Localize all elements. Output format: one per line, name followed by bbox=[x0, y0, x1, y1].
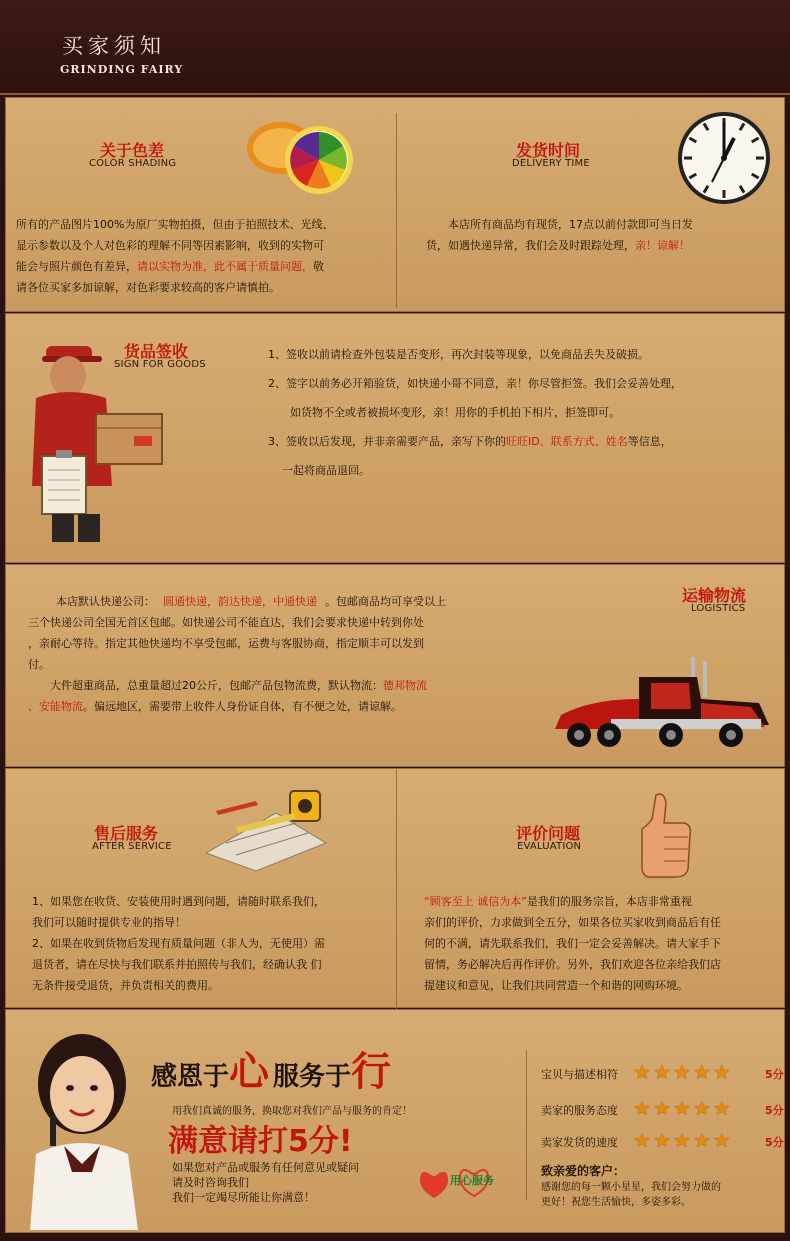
footer-note-line: 如果您对产品或服务有任何意见或疑问 bbox=[172, 1161, 359, 1174]
rating-label: 卖家发货的速度 bbox=[541, 1136, 618, 1149]
delivery-line-part: 货，如遇快递异常，我们会及时跟踪处理， bbox=[426, 239, 635, 252]
footer-note bbox=[172, 1160, 359, 1205]
evaluation-subtitle: EVALUATION bbox=[517, 841, 582, 852]
rating-label: 宝贝与描述相符 bbox=[541, 1068, 618, 1081]
after-line: 我们可以随时提供专业的指导！ bbox=[32, 916, 186, 929]
divider bbox=[526, 1050, 527, 1200]
logistics-line-part: 本店默认快递公司： bbox=[56, 595, 155, 608]
evaluation-text bbox=[424, 891, 786, 996]
sign-line: 如货物不全或者被损坏变形，亲！用你的手机拍下相片，拒签即可。 bbox=[290, 406, 620, 419]
sign-line: 一起将商品退回。 bbox=[282, 464, 370, 477]
clock-icon bbox=[674, 108, 774, 208]
divider bbox=[396, 113, 397, 308]
rating-stars bbox=[633, 1130, 731, 1150]
logistics-line-part: 大件超重商品，总重量超过20公斤，包邮产品包物流费，默认物流： bbox=[50, 679, 383, 692]
star-icon: ★ bbox=[692, 1096, 711, 1120]
panel-sign bbox=[5, 313, 785, 563]
divider bbox=[396, 769, 397, 1009]
panel-logistics bbox=[5, 564, 785, 767]
delivery-text bbox=[426, 214, 781, 256]
logistics-line bbox=[28, 591, 548, 612]
color-text bbox=[16, 214, 391, 298]
color-line-part: 能会与照片颜色有差异， bbox=[16, 260, 137, 273]
star-icon: ★ bbox=[633, 1060, 651, 1084]
evaluation-line: 留情，务必解决后再作评价。另外，我们欢迎各位亲给我们店 bbox=[424, 958, 721, 971]
dear-customer: 致亲爱的客户： bbox=[541, 1164, 626, 1178]
color-line: 请各位买家多加谅解，对色彩要求较高的客户请慎拍。 bbox=[16, 281, 280, 294]
logistics-text bbox=[28, 591, 548, 717]
service-badge bbox=[416, 1164, 500, 1204]
star-icon: ★ bbox=[633, 1096, 651, 1120]
logistics-title: 运输物流 bbox=[682, 586, 747, 605]
logistics-line-red: 圆通快递，韵达快递，中通快递 bbox=[163, 595, 317, 608]
after-text bbox=[32, 891, 392, 996]
star-icon: ★ bbox=[652, 1128, 671, 1152]
star-icon: ★ bbox=[712, 1060, 731, 1084]
sign-subtitle: SIGN FOR GOODS bbox=[114, 359, 206, 370]
rating-stars bbox=[633, 1062, 731, 1082]
logistics-line bbox=[28, 696, 548, 717]
lemon-icon bbox=[241, 106, 361, 198]
color-line-red: 请以实物为准，此不属于质量问题， bbox=[137, 260, 313, 273]
logistics-line: 三个快递公司全国无首区包邮。如快递公司不能直达，我们会要求快递中转到你处 bbox=[28, 616, 424, 629]
delivery-subtitle: DELIVERY TIME bbox=[512, 158, 590, 169]
logistics-line-red: 德邦物流 bbox=[383, 679, 427, 692]
slogan bbox=[151, 1040, 391, 1097]
color-line: 所有的产品图片100%为原厂实物拍摄，但由于拍照技术、光线、 bbox=[16, 218, 334, 231]
delivery-line: 本店所有商品均有现货，17点以前付款即可当日发 bbox=[448, 218, 693, 231]
delivery-line-red: 亲！谅解！ bbox=[635, 239, 690, 252]
thumbs-up-icon bbox=[634, 789, 704, 884]
star-icon: ★ bbox=[692, 1060, 711, 1084]
color-title: 关于色差 bbox=[100, 141, 165, 160]
sign-line bbox=[268, 427, 778, 456]
after-line: 2、如果在收到货物后发现有质量问题（非人为，无使用）需 bbox=[32, 937, 325, 950]
rating-score: 5分 bbox=[765, 1136, 784, 1149]
panel-color-delivery bbox=[5, 97, 785, 312]
sign-line: 2、签字以前务必开箱验货，如快递小哥不同意，亲！你尽管拒签。我们会妥善处理， bbox=[268, 377, 682, 390]
header-title: 买家须知 bbox=[62, 34, 166, 58]
after-subtitle: AFTER SERVICE bbox=[92, 841, 172, 852]
logistics-line bbox=[28, 675, 548, 696]
star-icon: ★ bbox=[712, 1128, 731, 1152]
rating-label: 卖家的服务态度 bbox=[541, 1104, 618, 1117]
after-line: 无条件接受退货，并负责相关的费用。 bbox=[32, 979, 219, 992]
header-subtitle: GRINDING FAIRY bbox=[60, 63, 184, 76]
evaluation-line bbox=[424, 891, 786, 912]
logistics-line-part: 。偏远地区，需要带上收件人身份证自体，有不便之处，请谅解。 bbox=[83, 700, 402, 713]
slogan-part: 感恩于 bbox=[151, 1062, 230, 1092]
evaluation-line-red: “顾客至上 诚信为本” bbox=[424, 895, 527, 908]
panel-after-evaluation bbox=[5, 768, 785, 1008]
thanks-line: 更好！祝您生活愉快，多姿多彩。 bbox=[541, 1197, 691, 1208]
star-icon: ★ bbox=[692, 1128, 711, 1152]
slogan-sub: 用我们真诚的服务，换取您对我们产品与服务的肯定！ bbox=[172, 1106, 412, 1117]
service-agent-image bbox=[10, 1024, 160, 1230]
thanks-text bbox=[541, 1180, 721, 1210]
color-line-part: 敬 bbox=[313, 260, 324, 273]
delivery-line bbox=[426, 235, 781, 256]
color-line: 显示参数以及个人对色彩的理解不同等因素影响，收到的实物可 bbox=[16, 239, 324, 252]
star-icon: ★ bbox=[672, 1096, 691, 1120]
logistics-line: ，亲耐心等待。指定其他快递均不享受包邮，运费与客服协商，指定顺丰可以发到 bbox=[28, 637, 424, 650]
tools-icon bbox=[196, 783, 336, 873]
star-icon: ★ bbox=[672, 1128, 691, 1152]
delivery-title: 发货时间 bbox=[516, 141, 581, 160]
slogan-heart: 心 bbox=[229, 1048, 270, 1095]
after-line: 1、如果您在收货、安装使用时遇到问题，请随时联系我们， bbox=[32, 895, 325, 908]
star-icon: ★ bbox=[652, 1060, 671, 1084]
after-title: 售后服务 bbox=[94, 824, 159, 843]
evaluation-line: 提建议和意见，让我们共同营造一个和谐的网购环境。 bbox=[424, 979, 688, 992]
rating-score: 5分 bbox=[765, 1104, 784, 1117]
sign-line: 1、签收以前请检查外包装是否变形，再次封装等现象，以免商品丢失及破损。 bbox=[268, 348, 649, 361]
rating-score: 5分 bbox=[765, 1068, 784, 1081]
sign-line-red: 旺旺ID、联系方式、姓名 bbox=[506, 435, 628, 448]
logistics-subtitle: LOGISTICS bbox=[691, 603, 746, 614]
sign-title: 货品签收 bbox=[124, 342, 189, 361]
logistics-line-red: 、安能物流 bbox=[28, 700, 83, 713]
star-icon: ★ bbox=[672, 1060, 691, 1084]
footer-note-line: 请及时咨询我们 bbox=[172, 1176, 249, 1189]
footer-note-line: 我们一定竭尽所能让你满意！ bbox=[172, 1191, 315, 1204]
sign-line-part: 3、签收以后发现，并非亲需要产品，亲写下你的 bbox=[268, 435, 506, 448]
evaluation-line-part: 是我们的服务宗旨，本店非常重视 bbox=[526, 895, 692, 908]
star-icon: ★ bbox=[652, 1096, 671, 1120]
header-bar bbox=[0, 0, 790, 95]
sign-line-part: 等信息， bbox=[627, 435, 672, 448]
evaluation-line: 亲们的评价，力求做到全五分，如果各位买家收到商品后有任 bbox=[424, 916, 721, 929]
logistics-line-part: 。包邮商品均可享受以上 bbox=[325, 595, 446, 608]
slogan-act: 行 bbox=[351, 1048, 392, 1095]
star-icon: ★ bbox=[633, 1128, 651, 1152]
slogan-part: 服务于 bbox=[273, 1062, 352, 1092]
evaluation-line: 何的不满，请先联系我们，我们一定会妥善解决。请大家手下 bbox=[424, 937, 721, 950]
after-line: 退货者，请在尽快与我们联系并拍照传与我们，经确认我 们 bbox=[32, 958, 322, 971]
rating-row bbox=[541, 1130, 790, 1152]
star-icon: ★ bbox=[712, 1096, 731, 1120]
badge-text: 用心服务 bbox=[450, 1174, 494, 1187]
thanks-line: 感谢您的每一颗小星星，我们会努力做的 bbox=[541, 1182, 721, 1193]
color-line bbox=[16, 256, 391, 277]
rate-five-text: 满意请打5分! bbox=[168, 1124, 353, 1159]
evaluation-title: 评价问题 bbox=[516, 824, 581, 843]
rating-row bbox=[541, 1062, 790, 1084]
rating-row bbox=[541, 1098, 790, 1120]
truck-icon bbox=[551, 653, 776, 751]
sign-text bbox=[268, 340, 778, 485]
logistics-line: 付。 bbox=[28, 658, 50, 671]
rating-stars bbox=[633, 1098, 731, 1118]
panel-thanks bbox=[5, 1009, 785, 1233]
color-subtitle: COLOR SHADING bbox=[89, 158, 177, 169]
